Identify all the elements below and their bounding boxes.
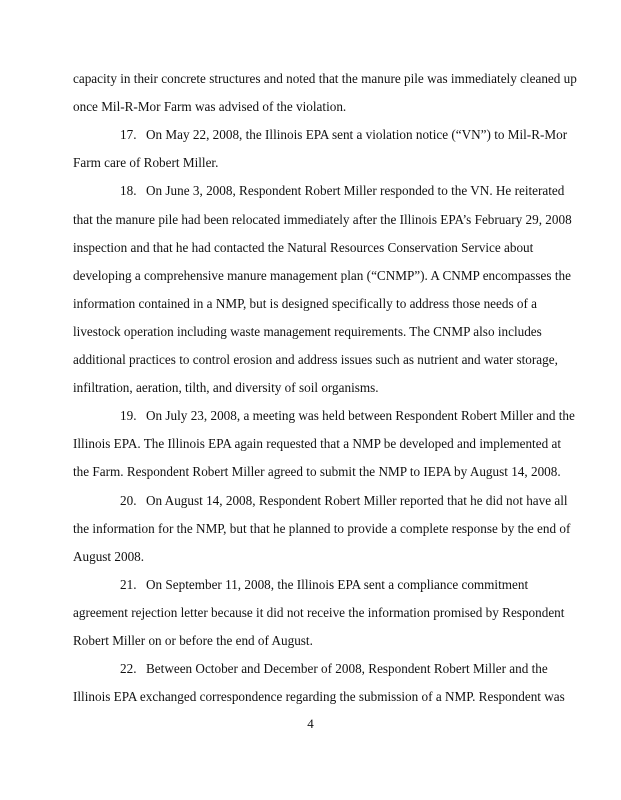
text-line bbox=[73, 69, 577, 89]
line-text: Illinois EPA. The Illinois EPA again requested that a NMP be developed and implemented at bbox=[73, 436, 561, 452]
text-line bbox=[73, 350, 558, 370]
text-line bbox=[73, 434, 561, 454]
text-line bbox=[73, 603, 565, 623]
line-text: inspection and that he had contacted the Natural Resources Conservation Service about bbox=[73, 239, 534, 255]
text-line bbox=[73, 238, 540, 258]
line-text: the information for the NMP, but that he planned to provide a complete response by the end of bbox=[73, 520, 571, 536]
line-text: information contained in a NMP, but is designed specifically to address those needs of a bbox=[73, 295, 538, 311]
paragraph-number: 18. bbox=[120, 183, 137, 199]
paragraph-start-line bbox=[73, 575, 540, 595]
line-text: livestock operation including waste management requirements. The CNMP also includes bbox=[73, 323, 542, 339]
text-line bbox=[73, 519, 571, 539]
paragraph-number: 17. bbox=[120, 127, 137, 143]
line-text: On June 3, 2008, Respondent Robert Miller responded to the VN. He reiterated bbox=[146, 183, 565, 199]
line-text: Farm care of Robert Miller. bbox=[73, 155, 219, 171]
line-text: On July 23, 2008, a meeting was held between Respondent Robert Miller and the bbox=[146, 408, 575, 424]
paragraph-start-line bbox=[73, 181, 565, 201]
text-line bbox=[73, 294, 540, 314]
text-line bbox=[73, 378, 540, 398]
text-line bbox=[73, 97, 540, 117]
line-text: the Farm. Respondent Robert Miller agreed to submit the NMP to IEPA by August 14, 2008. bbox=[73, 464, 561, 480]
text-line bbox=[73, 210, 572, 230]
text-line bbox=[73, 687, 565, 707]
text-line bbox=[73, 462, 561, 482]
text-line bbox=[73, 266, 571, 286]
paragraph-start-line bbox=[73, 406, 575, 426]
text-line bbox=[73, 153, 540, 173]
line-text: Between October and December of 2008, Respondent Robert Miller and the bbox=[146, 661, 548, 677]
paragraph-number: 20. bbox=[120, 492, 137, 508]
line-text: Robert Miller on or before the end of August. bbox=[73, 633, 313, 648]
text-line bbox=[73, 631, 540, 651]
line-text: On August 14, 2008, Respondent Robert Miller reported that he did not have all bbox=[146, 492, 568, 508]
line-text: once Mil-R-Mor Farm was advised of the violation. bbox=[73, 99, 347, 115]
line-text: On September 11, 2008, the Illinois EPA sent a compliance commitment bbox=[146, 576, 529, 592]
line-text: developing a comprehensive manure management plan (“CNMP”). A CNMP encompasses the bbox=[73, 267, 571, 283]
line-text: agreement rejection letter because it did not receive the information promised by Respondent bbox=[73, 604, 565, 620]
paragraph-number: 19. bbox=[120, 408, 137, 424]
page-number: 4 bbox=[307, 716, 314, 731]
line-text: On May 22, 2008, the Illinois EPA sent a violation notice (“VN”) to Mil-R-Mor bbox=[146, 127, 568, 143]
paragraph-start-line bbox=[73, 125, 568, 145]
paragraph-start-line bbox=[73, 659, 548, 679]
paragraph-start-line bbox=[73, 491, 568, 511]
line-text: capacity in their concrete structures and noted that the manure pile was immediately cleaned up bbox=[73, 71, 577, 86]
line-text: additional practices to control erosion and address issues such as nutrient and water storage, bbox=[73, 352, 558, 367]
line-text: that the manure pile had been relocated immediately after the Illinois EPA’s February 29, 2008 bbox=[73, 211, 572, 227]
paragraph-number: 21. bbox=[120, 576, 137, 592]
line-text: Illinois EPA exchanged correspondence regarding the submission of a NMP. Respondent was bbox=[73, 689, 565, 705]
line-text: August 2008. bbox=[73, 548, 145, 564]
paragraph-number: 22. bbox=[120, 661, 137, 677]
text-line bbox=[73, 547, 540, 567]
text-line bbox=[73, 322, 540, 342]
line-text: infiltration, aeration, tilth, and diversity of soil organisms. bbox=[73, 380, 379, 396]
